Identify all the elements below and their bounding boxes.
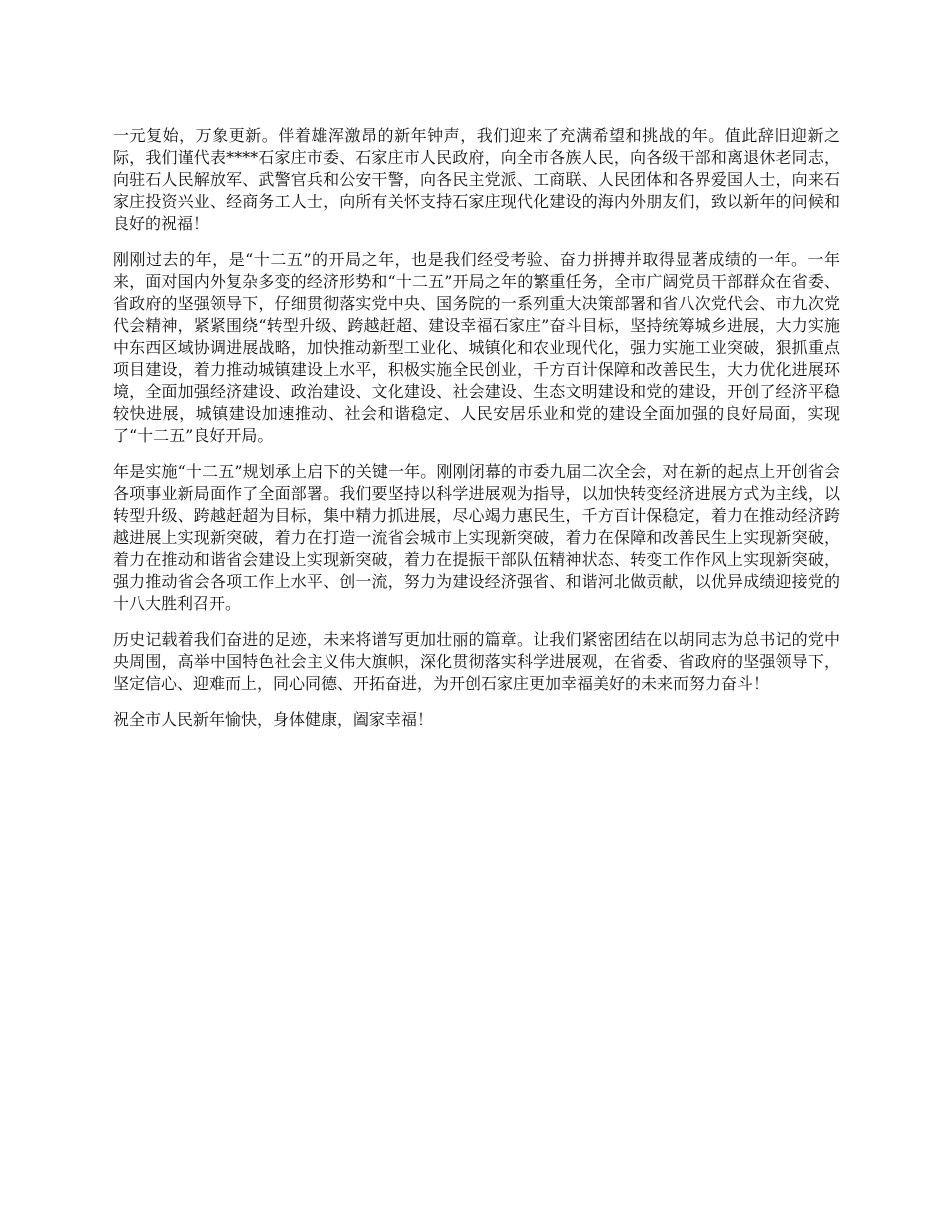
- paragraph-call-to-action: 历史记载着我们奋进的足迹，未来将谱写更加壮丽的篇章。让我们紧密团结在以胡同志为总书记的党中央周围，高举中国特色社会主义伟大旗帜，深化贯彻落实科学进展观，在省委、省政府的坚强领导下，坚定信心、迎难而上，同心同德、开拓奋进，为开创石家庄更加幸福美好的未来而努力奋斗！: [113, 630, 840, 693]
- paragraph-year-plan: 年是实施“十二五”规划承上启下的关键一年。刚刚闭幕的市委九届二次全会，对在新的起点上开创省会各项事业新局面作了全面部署。我们要坚持以科学进展观为指导，以加快转变经济进展方式为主线，以转型升级、跨越赶超为目标，集中精力抓进展，尽心竭力惠民生，千方百计保稳定，着力在推动经济跨越进展上实现新突破，着力在打造一流省会城市上实现新突破，着力在保障和改善民生上实现新突破，着力在推动和谐省会建设上实现新突破，着力在提振干部队伍精神状态、转变工作作风上实现新突破，强力推动省会各项工作上水平、创一流，努力为建设经济强省、和谐河北做贡献，以优异成绩迎接党的十八大胜利召开。: [113, 462, 840, 613]
- document-body: [113, 125, 840, 745]
- paragraph-greeting: 一元复始，万象更新。伴着雄浑激昂的新年钟声，我们迎来了充满希望和挑战的年。值此辞旧迎新之际，我们谨代表****石家庄市委、石家庄市人民政府，向全市各族人民，向各级干部和离退休老同志，向驻石人民解放军、武警官兵和公安干警，向各民主党派、工商联、人民团体和各界爱国人士，向来石家庄投资兴业、经商务工人士，向所有关怀支持石家庄现代化建设的海内外朋友们，致以新年的问候和良好的祝福！: [113, 126, 840, 233]
- paragraph-closing-wish: 祝全市人民新年愉快，身体健康，阖家幸福！: [113, 710, 434, 729]
- paragraph-past-year-review: 刚刚过去的年，是“十二五”的开局之年，也是我们经受考验、奋力拼搏并取得显著成绩的一年。一年来，面对国内外复杂多变的经济形势和“十二五”开局之年的繁重任务，全市广阔党员干部群众在省委、省政府的坚强领导下，仔细贯彻落实党中央、国务院的一系列重大决策部署和省八次党代会、市九次党代会精神，紧紧围绕“转型升级、跨越赶超、建设幸福石家庄”奋斗目标，坚持统筹城乡进展，大力实施中东西区域协调进展战略，加快推动新型工业化、城镇化和农业现代化，强力实施工业突破，狠抓重点项目建设，着力推动城镇建设上水平，积极实施全民创业，千方百计保障和改善民生，大力优化进展环境，全面加强经济建设、政治建设、文化建设、社会建设、生态文明建设和党的建设，开创了经济平稳较快进展，城镇建设加速推动、社会和谐稳定、人民安居乐业和党的建设全面加强的良好局面，实现了“十二五”良好开局。: [113, 250, 840, 445]
